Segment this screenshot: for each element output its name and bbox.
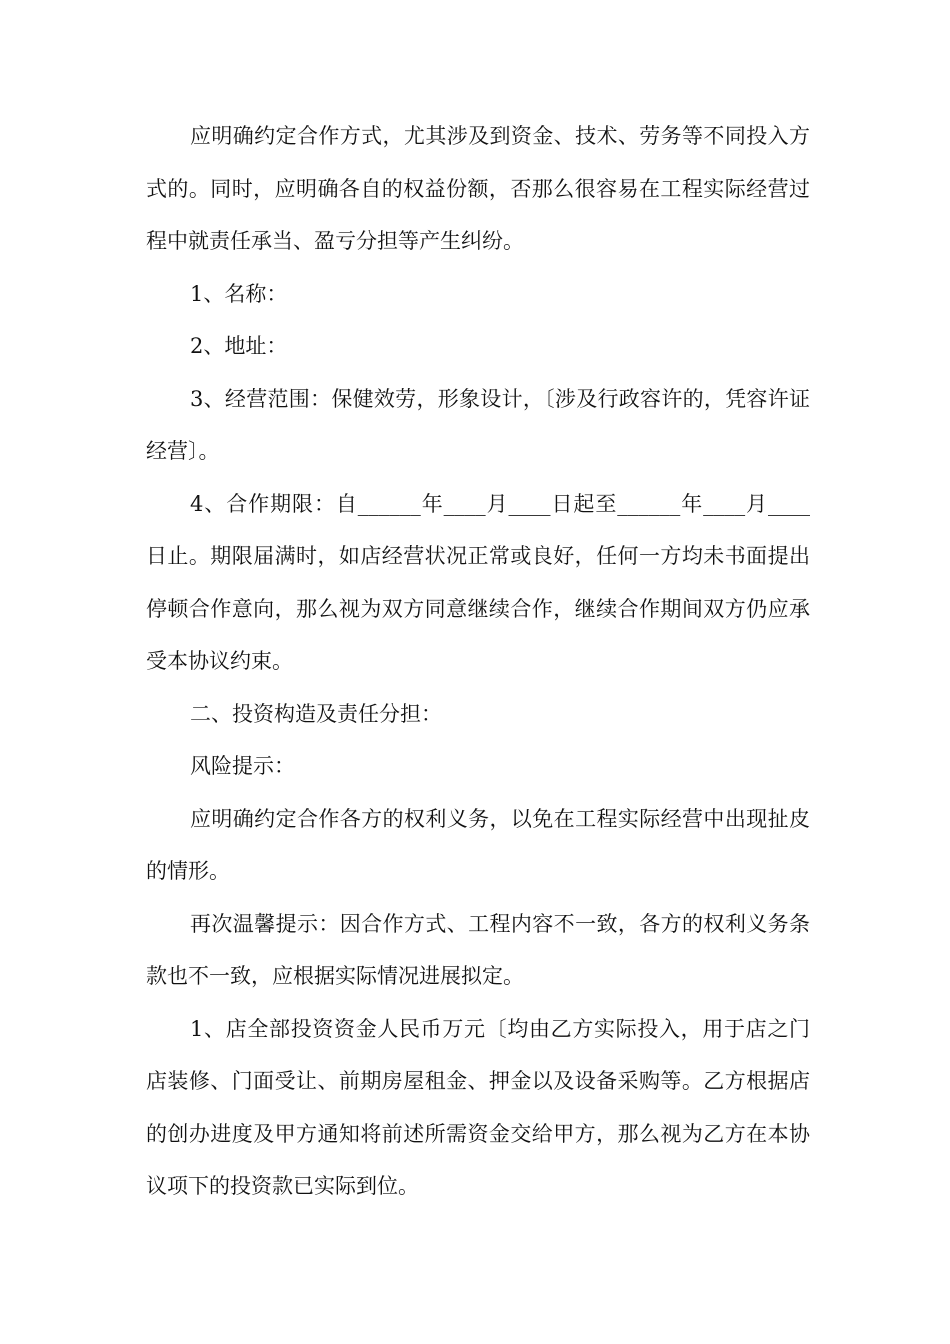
paragraph-total-investment: 1、店全部投资资金人民币万元〔均由乙方实际投入，用于店之门店装修、门面受让、前期房屋租金、押金以及设备采购等。乙方根据店的创办进度及甲方通知将前述所需资金交给甲方，那么视为乙方在本协议项下的投资款已实际到位。 [146, 1016, 810, 1198]
paragraph-name: 1、名称： [190, 281, 288, 306]
paragraph-reminder: 再次温馨提示：因合作方式、工程内容不一致，各方的权利义务条款也不一致，应根据实际情况进展拟定。 [146, 911, 810, 988]
heading-investment-structure: 二、投资构造及责任分担： [190, 701, 442, 726]
paragraph-address: 2、地址： [190, 334, 288, 358]
paragraph-cooperation-term: 4、合作期限：自______年____月____日起至______年____月____日止。期限届满时，如店经营状况正常或良好，任何一方均未书面提出停顿合作意向，那么视为双方同意继续合作，继续合作期间双方仍应承受本协议约束。 [146, 491, 810, 673]
paragraph-cooperation-method: 应明确约定合作方式，尤其涉及到资金、技术、劳务等不同投入方式的。同时，应明确各自的权益份额，否那么很容易在工程实际经营过程中就责任承当、盈亏分担等产生纠纷。 [146, 124, 810, 253]
document-body [146, 110, 810, 1213]
paragraph-business-scope: 3、经营范围：保健效劳，形象设计，〔涉及行政容许的，凭容许证经营〕。 [146, 386, 810, 463]
paragraph-rights-obligations: 应明确约定合作各方的权利义务，以免在工程实际经营中出现扯皮的情形。 [146, 806, 810, 883]
heading-risk-notice: 风险提示： [190, 754, 295, 778]
